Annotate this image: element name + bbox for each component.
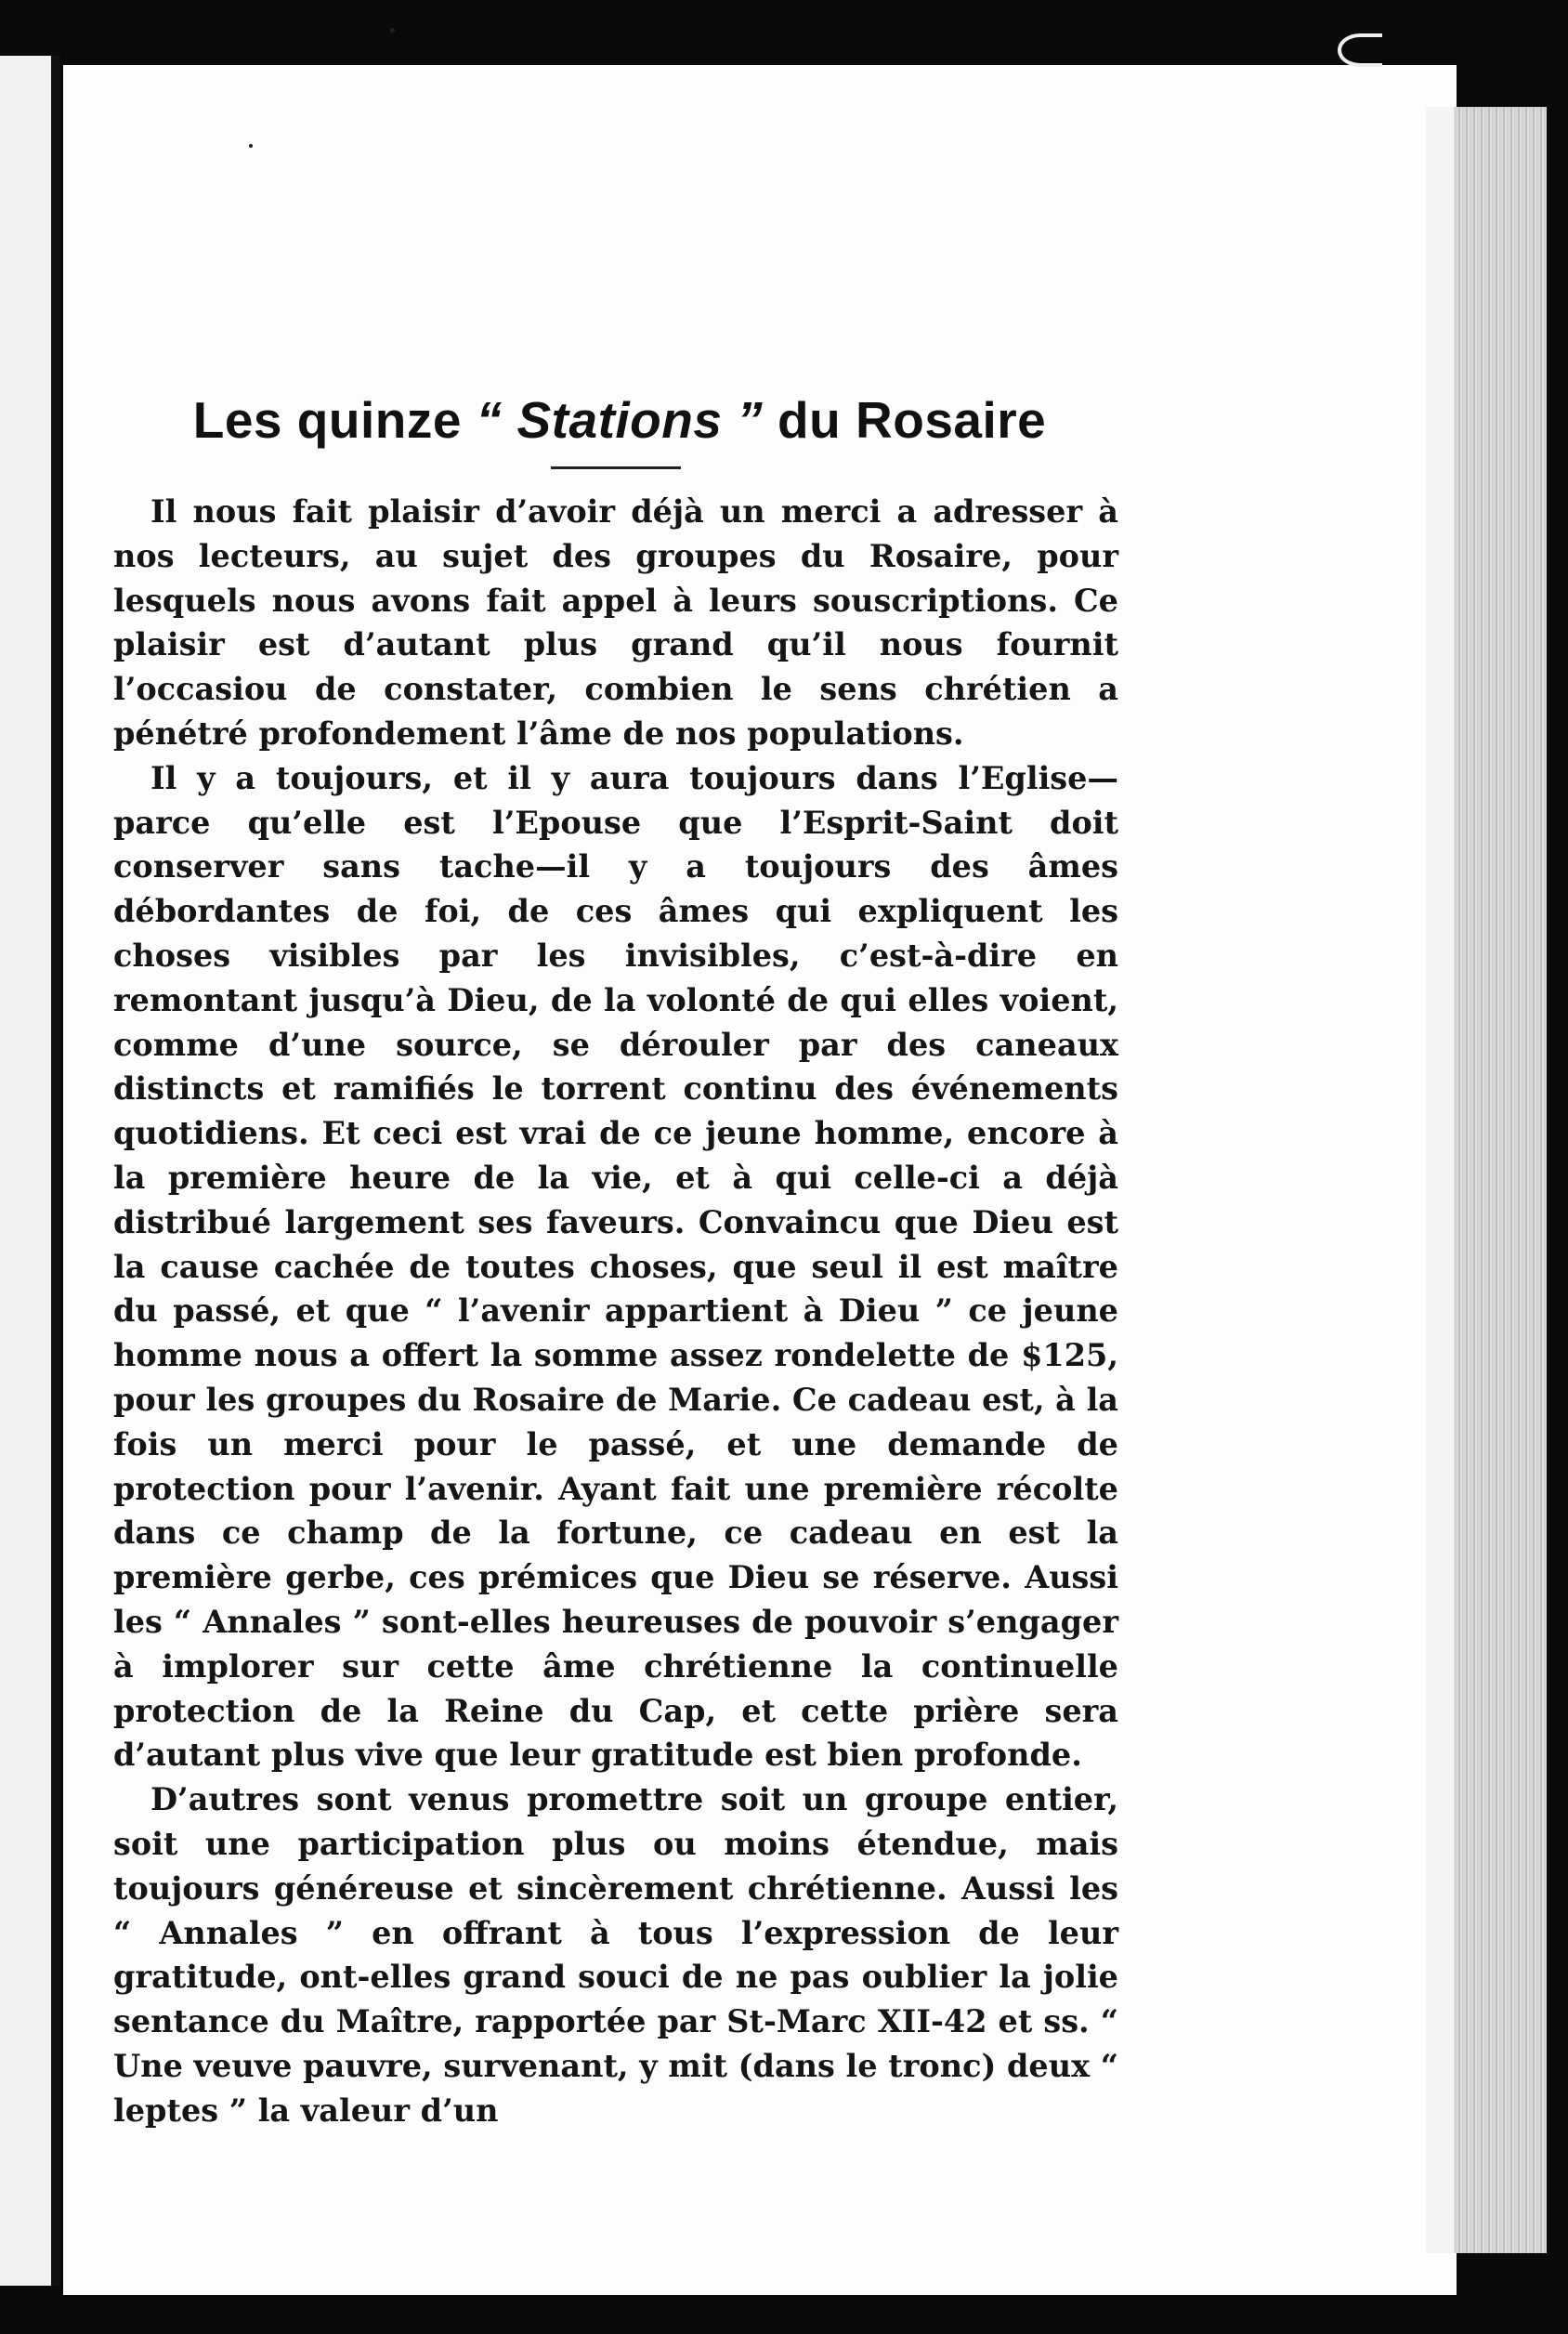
dust-speck — [390, 28, 395, 33]
corner-mark — [1338, 33, 1382, 67]
paragraph-2: Il y a toujours, et il y aura toujours dans l’Eglise—parce qu’elle est l’Epouse que l’Esprit-Saint doit conserver sans tache—il y a toujours des âmes débordantes de foi, de ces âmes qui expliquent les choses visibles par les invisibles, c’est-à-dire en remontant jusqu’à Dieu, de la volonté de qui elles voient, comme d’une source, se dérouler par des caneaux distincts et ramifiés le torrent continu des événements quotidiens. Et ceci est vrai de ce jeune homme, encore à la première heure de la vie, et à qui celle-ci a déjà distribué largement ses faveurs. Convaincu que Dieu est la cause cachée de toutes choses, que seul il est maître du passé, et que “ l’avenir appartient à Dieu ” ce jeune homme nous a offert la somme assez rondelette de $125, pour les groupes du Rosaire de Marie. Ce cadeau est, à la fois un merci pour le passé, et une demande de protection pour l’avenir. Ayant fait une première récolte dans ce champ de la fortune, ce cadeau en est la première gerbe, ces prémices que Dieu se réserve. Aussi les “ Annales ” sont-elles heureuses de pouvoir s’engager à implorer sur cette âme chrétienne la continuelle protection de la Reine du Cap, et cette prière sera d’autant plus vive que leur gratitude est bien profonde. — [113, 759, 1118, 1774]
page-block-edges — [1426, 107, 1547, 2253]
title-rule — [551, 466, 681, 469]
dust-speck — [249, 144, 253, 148]
paragraph-1: Il nous fait plaisir d’avoir déjà un merci a adresser à nos lecteurs, au sujet des groupes du Rosaire, pour lesquels nous avons fait appel à leurs souscriptions. Ce plaisir est d’autant plus grand qu’il nous fournit l’occasiou de constater, combien le sens chrétien a pénétré profondement l’âme de nos populations. — [113, 493, 1118, 752]
title-prefix: Les quinze — [192, 391, 477, 449]
title-suffix: du Rosaire — [763, 391, 1047, 449]
title-emphasis: “ Stations ” — [476, 391, 764, 449]
paragraph-3: D’autres sont venus promettre soit un groupe entier, soit une participation plus ou moins étendue, mais toujours généreuse et sincèrement chrétienne. Aussi les “ Annales ” en offrant à tous l’expression de leur gratitude, ont-elles grand souci de ne pas oublier la jolie sentance du Maître, rapportée par St-Marc XII-42 et ss. “ Une veuve pauvre, survenant, y mit (dans le tronc) deux “ leptes ” la valeur d’un — [113, 1781, 1118, 2129]
article-title — [121, 390, 1118, 450]
facing-page-edge — [0, 56, 60, 2286]
article — [113, 390, 1118, 2132]
